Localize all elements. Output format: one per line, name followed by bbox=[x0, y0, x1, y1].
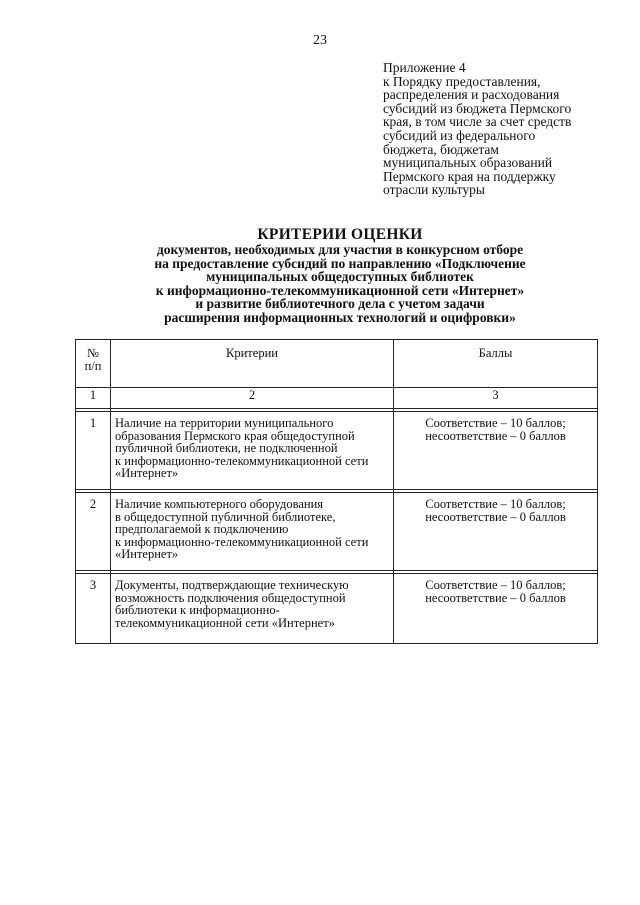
appendix-line: муниципальных образований bbox=[383, 155, 553, 171]
score-line: несоответствие – 0 баллов bbox=[425, 590, 566, 605]
table-row bbox=[76, 412, 598, 490]
title-line: на предоставление субсидий по направлению «Подключение bbox=[154, 255, 526, 271]
criteria-line: Наличие на территории муниципального bbox=[115, 416, 334, 430]
row-number-cell: 2 bbox=[76, 493, 111, 571]
score-line: несоответствие – 0 баллов bbox=[425, 428, 566, 443]
row-number-cell: 1 bbox=[76, 412, 111, 490]
header-score-cell: Баллы bbox=[394, 340, 598, 388]
header-number-line: № bbox=[87, 346, 99, 360]
appendix-line: Пермского края на поддержку bbox=[383, 168, 556, 184]
header-number-cell bbox=[76, 340, 111, 388]
appendix-line: Приложение 4 bbox=[383, 60, 466, 75]
row-score-cell bbox=[394, 412, 598, 490]
document-title bbox=[80, 227, 600, 325]
criteria-line: библиотеки к информационно- bbox=[115, 603, 280, 618]
row-score-cell bbox=[394, 493, 598, 571]
appendix-line: к Порядку предоставления, bbox=[383, 73, 541, 89]
index-cell: 3 bbox=[394, 388, 598, 409]
index-cell: 1 bbox=[76, 388, 111, 409]
appendix-line: края, в том числе за счет средств bbox=[383, 114, 572, 130]
row-criteria-cell bbox=[111, 493, 394, 571]
criteria-line: к информационно-телекоммуникационной сети bbox=[115, 453, 369, 468]
criteria-line: в общедоступной публичной библиотеке, bbox=[115, 509, 336, 524]
table-header-row bbox=[76, 340, 598, 388]
row-criteria-cell bbox=[111, 412, 394, 490]
title-line: муниципальных общедоступных библиотек bbox=[206, 269, 474, 285]
index-cell: 2 bbox=[111, 388, 394, 409]
title-line: к информационно-телекоммуникационной сети «Интернет» bbox=[155, 282, 525, 298]
criteria-line: «Интернет» bbox=[115, 547, 179, 562]
title-line: документов, необходимых для участия в конкурсном отборе bbox=[156, 242, 524, 257]
page-number: 23 bbox=[313, 33, 327, 48]
criteria-line: «Интернет» bbox=[115, 466, 179, 481]
header-criteria-cell: Критерии bbox=[111, 340, 394, 388]
appendix-line: субсидий из федерального bbox=[383, 127, 536, 143]
title-line: и развитие библиотечного дела с учетом задачи bbox=[195, 296, 485, 312]
title-subtitle bbox=[80, 243, 600, 325]
appendix-line: субсидий из бюджета Пермского bbox=[383, 100, 572, 116]
criteria-line: Документы, подтверждающие техническую bbox=[115, 578, 349, 592]
title-line: расширения информационных технологий и оцифровки» bbox=[164, 309, 516, 325]
appendix-line: распределения и расходования bbox=[383, 87, 560, 103]
appendix-note bbox=[383, 61, 623, 197]
score-line: Соответствие – 10 баллов; bbox=[425, 416, 566, 430]
criteria-line: предполагаемой к подключению bbox=[115, 522, 289, 537]
score-line: Соответствие – 10 баллов; bbox=[425, 578, 566, 592]
appendix-line: бюджета, бюджетам bbox=[383, 141, 499, 157]
score-line: несоответствие – 0 баллов bbox=[425, 509, 566, 524]
criteria-line: Наличие компьютерного оборудования bbox=[115, 497, 324, 511]
header-number-line: п/п bbox=[84, 359, 102, 373]
criteria-table bbox=[75, 339, 598, 644]
criteria-line: публичной библиотеки, не подключенной bbox=[115, 441, 338, 456]
row-criteria-cell bbox=[111, 574, 394, 644]
table-row bbox=[76, 493, 598, 571]
row-score-cell bbox=[394, 574, 598, 644]
appendix-line: отрасли культуры bbox=[383, 182, 485, 198]
score-line: Соответствие – 10 баллов; bbox=[425, 497, 566, 511]
table-row bbox=[76, 574, 598, 644]
criteria-line: возможность подключения общедоступной bbox=[115, 590, 346, 605]
row-number-cell: 3 bbox=[76, 574, 111, 644]
criteria-line: образования Пермского края общедоступной bbox=[115, 428, 355, 443]
table-index-row bbox=[76, 388, 598, 409]
criteria-line: к информационно-телекоммуникационной сети bbox=[115, 534, 369, 549]
title-main: КРИТЕРИИ ОЦЕНКИ bbox=[257, 226, 423, 243]
criteria-line: телекоммуникационной сети «Интернет» bbox=[115, 615, 335, 630]
